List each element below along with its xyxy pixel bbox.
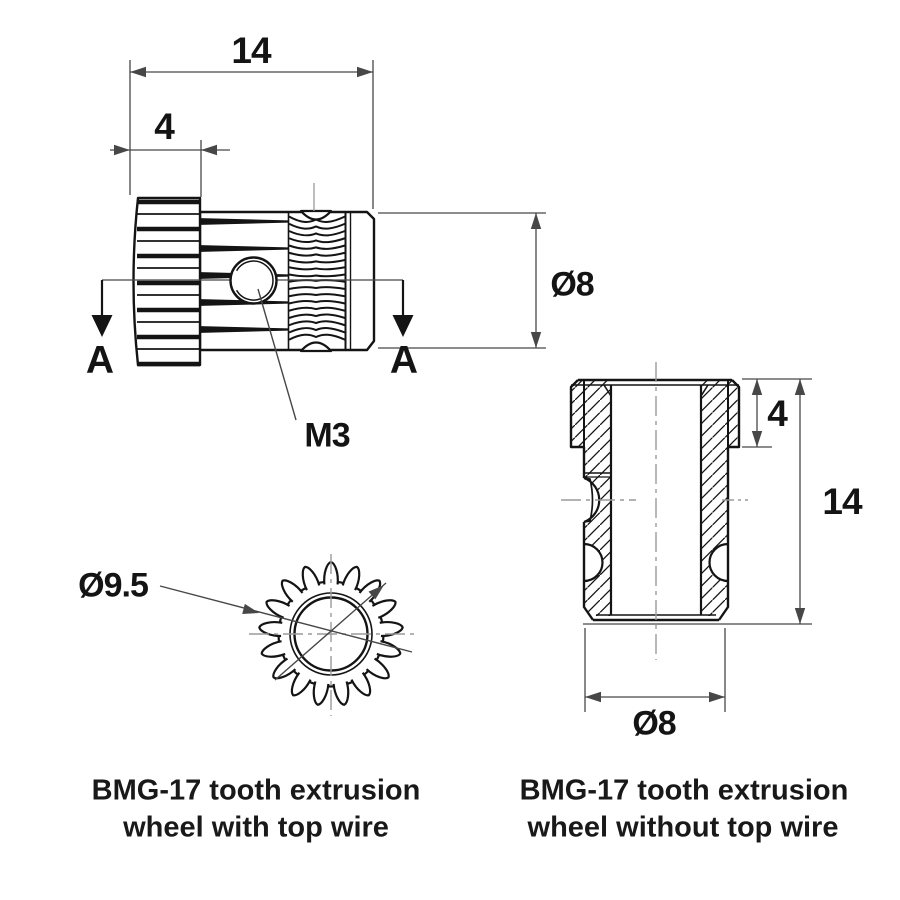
section-letter-right: A — [389, 339, 419, 382]
dim-diameter-side: Ø8 — [550, 265, 594, 304]
gear-tooth — [314, 682, 329, 705]
caption-left-line2: wheel with top wire — [123, 811, 389, 844]
caption-right-line1: BMG-17 tooth extrusion — [519, 774, 849, 807]
dim-tip-diameter-front: Ø9.5 — [78, 566, 148, 605]
dim-gear-width-side: 4 — [154, 106, 174, 147]
set-screw-hole — [231, 258, 277, 304]
caption-left-line1: BMG-17 tooth extrusion — [91, 774, 421, 807]
gear-tooth — [262, 641, 285, 657]
dim-total-height-section: 14 — [822, 481, 862, 522]
dim-total-length-side: 14 — [231, 30, 271, 71]
dim-flange-height-section: 4 — [767, 393, 787, 434]
section-letter-left: A — [85, 339, 115, 382]
dim-diameter-section: Ø8 — [632, 704, 676, 743]
label-set-screw-m3: M3 — [304, 416, 350, 455]
caption-right-line2: wheel without top wire — [527, 811, 839, 844]
front-view — [160, 554, 418, 716]
gear-tooth — [334, 682, 349, 705]
